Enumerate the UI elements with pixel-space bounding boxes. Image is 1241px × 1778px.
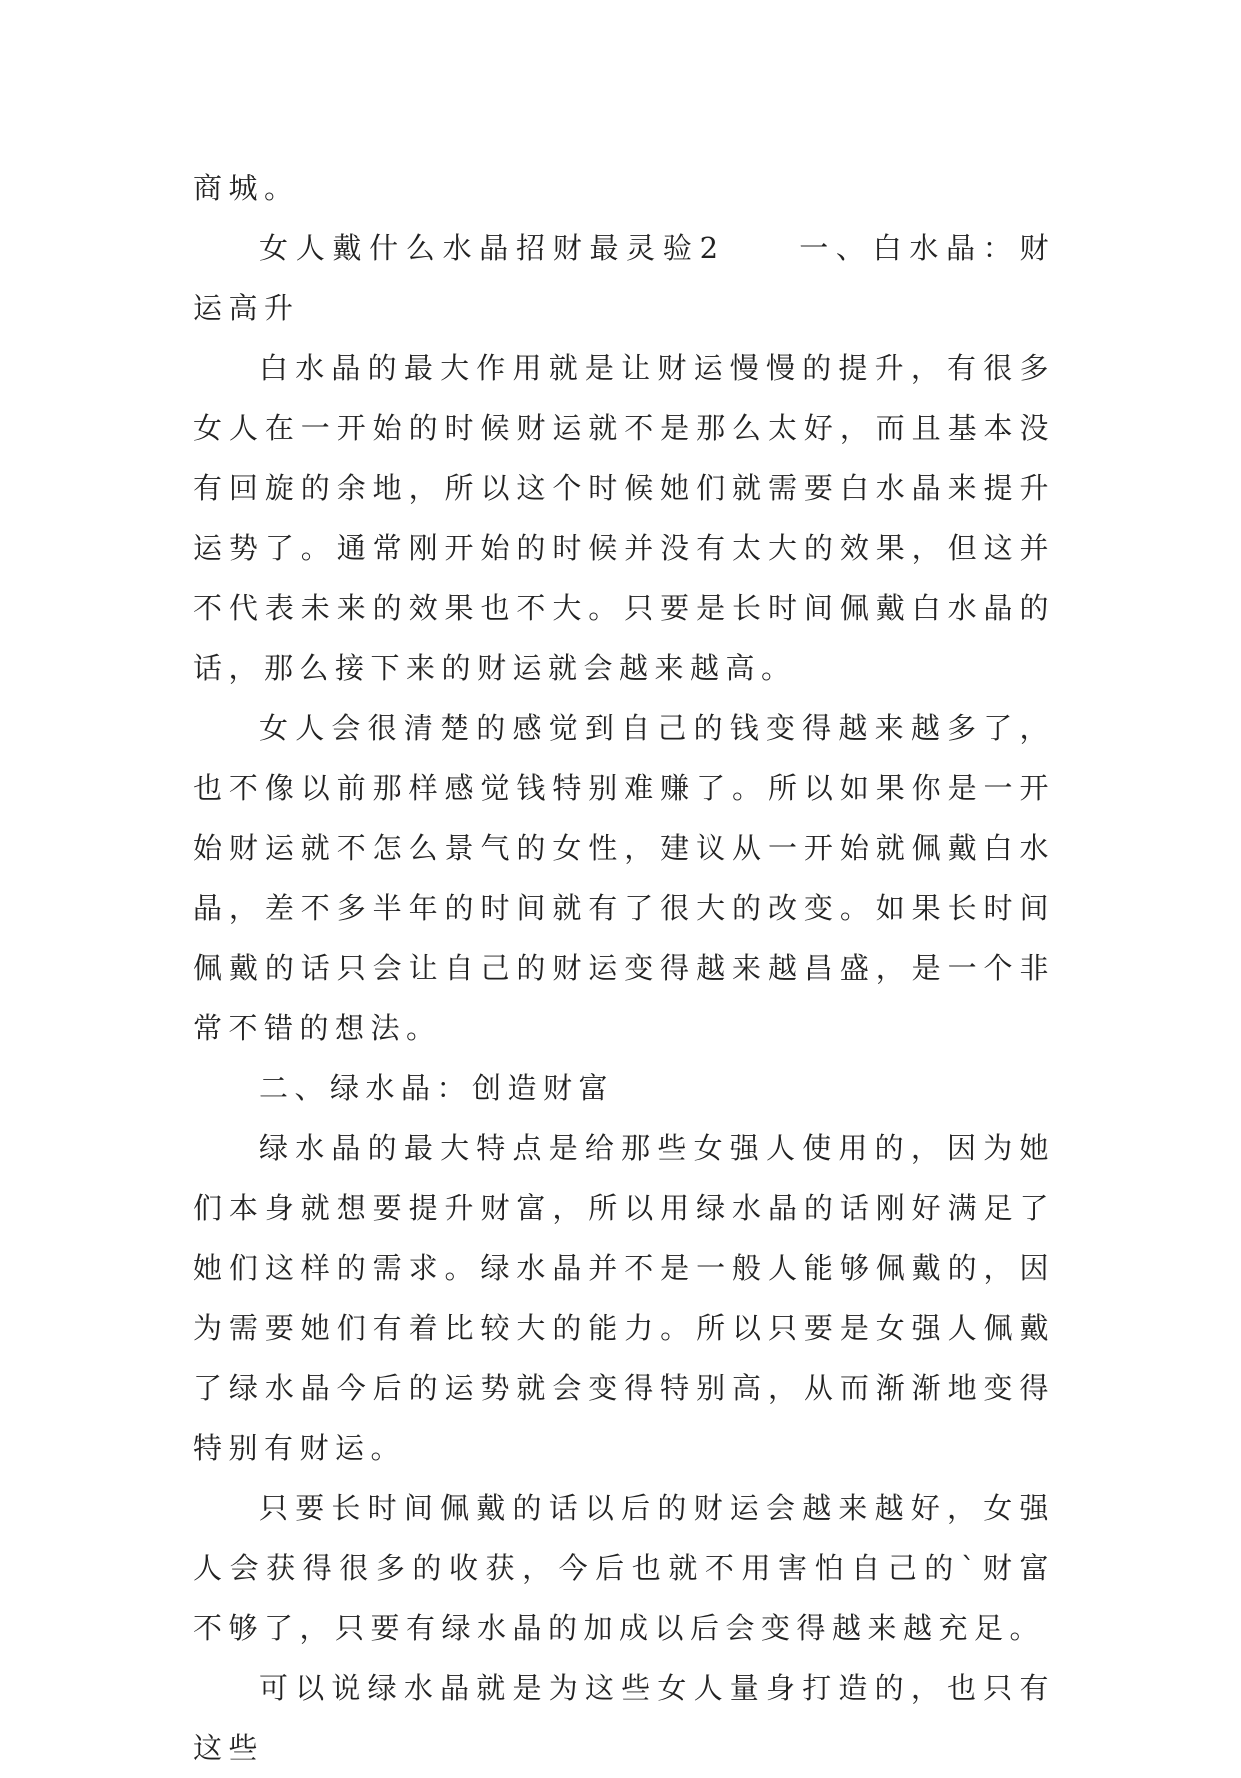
paragraph-heading-green-crystal: 二、绿水晶：创造财富	[259, 1071, 615, 1105]
paragraph-white-crystal-effect: 白水晶的最大作用就是让财运慢慢的提升，有很多女人在一开始的时候财运就不是那么太好，而且基本没有回旋的余地，所以这个时候她们就需要白水晶来提升运势了。通常刚开始的时候并没有太大的效果，但这并不代表未来的效果也不大。只要是长时间佩戴白水晶的话，那么接下来的财运就会越来越高。	[193, 351, 1055, 685]
document-body	[193, 158, 1055, 1778]
paragraph-continuation: 商城。	[193, 171, 300, 205]
paragraph-green-crystal-feature: 绿水晶的最大特点是给那些女强人使用的，因为她们本身就想要提升财富，所以用绿水晶的话刚好满足了她们这样的需求。绿水晶并不是一般人能够佩戴的，因为需要她们有着比较大的能力。所以只要是女强人佩戴了绿水晶今后的运势就会变得特别高，从而渐渐地变得特别有财运。	[193, 1131, 1055, 1465]
paragraph-green-crystal-closing: 可以说绿水晶就是为这些女人量身打造的，也只有这些	[193, 1671, 1055, 1765]
paragraph-heading-white-crystal: 女人戴什么水晶招财最灵验2 一、白水晶：财运高升	[193, 231, 1055, 325]
paragraph-white-crystal-result: 女人会很清楚的感觉到自己的钱变得越来越多了，也不像以前那样感觉钱特别难赚了。所以如果你是一开始财运就不怎么景气的女性，建议从一开始就佩戴白水晶，差不多半年的时间就有了很大的改变。如果长时间佩戴的话只会让自己的财运变得越来越昌盛，是一个非常不错的想法。	[193, 711, 1055, 1045]
paragraph-green-crystal-result: 只要长时间佩戴的话以后的财运会越来越好，女强人会获得很多的收获，今后也就不用害怕自己的`财富不够了，只要有绿水晶的加成以后会变得越来越充足。	[193, 1491, 1055, 1645]
